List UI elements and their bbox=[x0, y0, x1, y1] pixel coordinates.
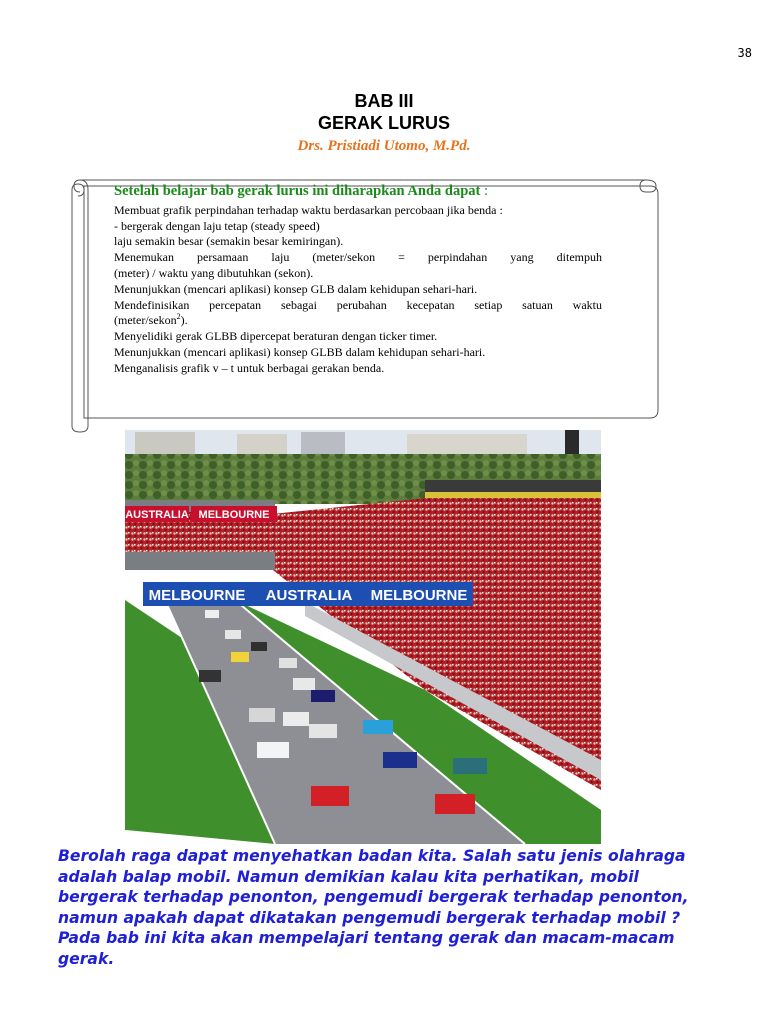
race-photo bbox=[125, 430, 601, 844]
intro-paragraph-1: Berolah raga dapat menyehatkan badan kita. Salah satu jenis olahraga adalah balap mobil. Namun demikian kalau kita perhatikan, mobil bergerak terhadap penonton, pengemudi bergerak terhadap penonton, namun apakah dapat dikatakan pengemudi bergerak terhadap mobil ? bbox=[58, 847, 689, 927]
objective-line: laju semakin besar (semakin besar kemiringan). bbox=[114, 234, 344, 249]
chapter-title: GERAK LURUS bbox=[317, 113, 450, 133]
objective-line: - bergerak dengan laju tetap (steady speed) bbox=[114, 218, 320, 233]
objective-line: (meter/sekon$^2$). bbox=[114, 312, 188, 328]
banner-left-2: MELBOURNE bbox=[198, 509, 270, 521]
banner-left-1: AUSTRALIA bbox=[125, 509, 189, 521]
objective-line: Menunjukkan (mencari aplikasi) konsep GLB dalam kehidupan sehari-hari. bbox=[114, 281, 478, 296]
objective-line: Menemukan persamaan laju (meter/sekon = perpindahan yang ditempuh bbox=[114, 250, 602, 265]
objective-line: Menyelidiki gerak GLBB dipercepat beraturan dengan ticker timer. bbox=[114, 329, 438, 344]
banner-main-1: MELBOURNE bbox=[148, 587, 246, 604]
race-illustration bbox=[125, 430, 601, 844]
chapter-label: BAB III bbox=[354, 91, 414, 111]
objective-line: Menunjukkan (mencari aplikasi) konsep GLBB dalam kehidupan sehari-hari. bbox=[114, 344, 486, 359]
banner-main-3: MELBOURNE bbox=[370, 587, 468, 604]
objective-line: Menganalisis grafik v – t untuk berbagai gerakan benda. bbox=[114, 360, 385, 375]
author-name: Drs. Pristiadi Utomo, M.Pd. bbox=[297, 138, 471, 154]
superscript: 2 bbox=[176, 312, 181, 322]
intro-text bbox=[58, 846, 698, 970]
objective-line: Membuat grafik perpindahan terhadap waktu berdasarkan percobaan jika benda : bbox=[114, 202, 503, 217]
page-number: 38 bbox=[737, 46, 752, 60]
objectives-heading: Setelah belajar bab gerak lurus ini diharapkan Anda dapat : bbox=[114, 183, 489, 199]
objective-line: Mendefinisikan percepatan sebagai perubahan kecepatan setiap satuan waktu bbox=[114, 297, 602, 312]
banner-main-2: AUSTRALIA bbox=[265, 587, 353, 604]
objective-line: (meter) / waktu yang dibutuhkan (sekon). bbox=[114, 265, 314, 280]
intro-paragraph-2: Pada bab ini kita akan mempelajari tentang gerak dan macam-macam gerak. bbox=[58, 929, 675, 968]
objectives-scroll bbox=[66, 170, 662, 434]
